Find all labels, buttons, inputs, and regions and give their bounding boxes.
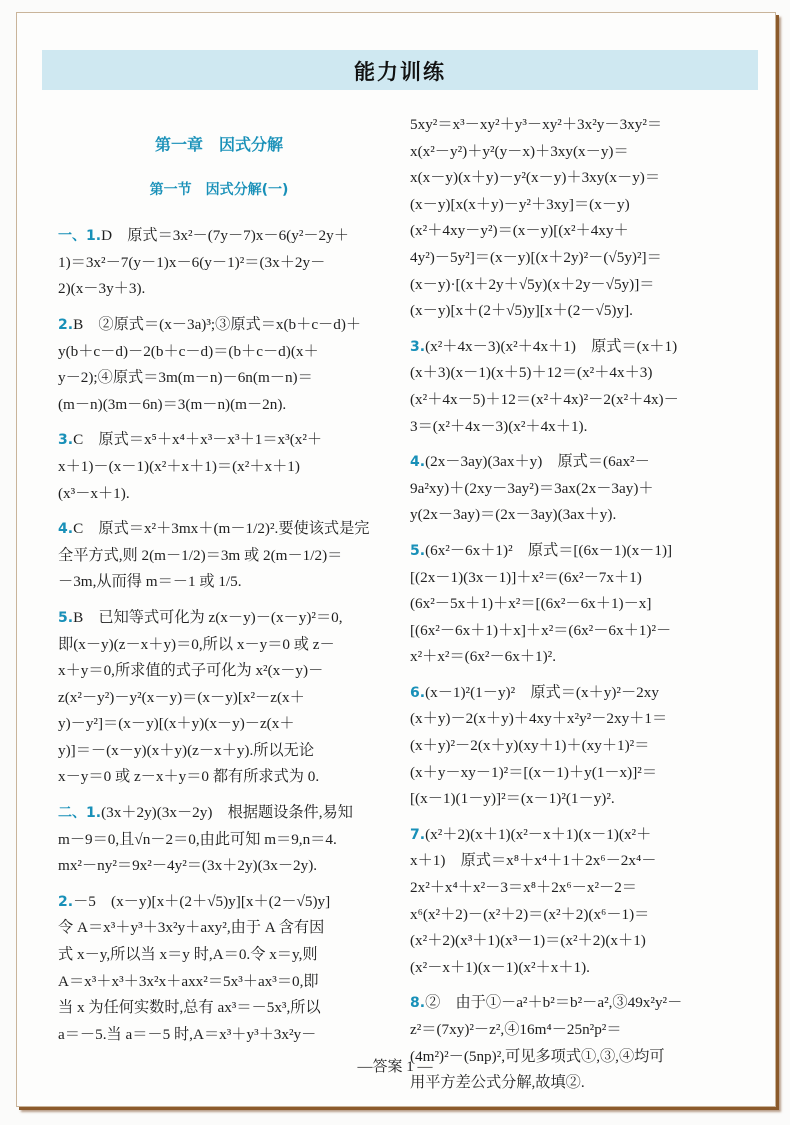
question-number: 3. — [410, 338, 426, 355]
answer-line — [58, 1022, 380, 1049]
answer-text: [(6x²－6x＋1)＋x]＋x²＝(6x²－6x＋1)²－ — [410, 621, 672, 639]
answer-line — [58, 312, 380, 339]
answer-text: z²＝(7xy)²－z²,④16m⁴－25n²p²＝ — [410, 1021, 622, 1038]
answer-text: [(x－1)(1－y)]²＝(x－1)²(1－y)². — [410, 790, 615, 808]
answer-line — [410, 990, 732, 1017]
answer-line — [58, 392, 380, 419]
answer-text: C 原式＝x²＋3mx＋(m－1/2)².要使该式是完 — [73, 520, 370, 538]
answer-line — [410, 760, 732, 787]
answer-item — [58, 223, 380, 303]
answer-text: z(x²－y²)－y²(x－y)＝(x－y)[x²－z(x＋ — [58, 688, 305, 706]
answer-line — [410, 591, 732, 618]
answer-line — [410, 449, 732, 476]
answer-text: (x＋3)(x－1)(x＋5)＋12＝(x²＋4x＋3) — [410, 364, 653, 382]
answer-line — [410, 786, 732, 813]
answer-text: 用平方差公式分解,故填②. — [410, 1074, 585, 1092]
answer-text: y(b＋c－d)－2(b＋c－d)＝(b＋c－d)(x＋ — [58, 342, 319, 360]
question-number: 8. — [410, 995, 426, 1012]
answer-line — [58, 915, 380, 942]
answer-line — [410, 955, 732, 982]
answer-line — [410, 538, 732, 565]
answer-line — [58, 276, 380, 303]
answer-item — [410, 680, 732, 813]
answer-text: x＋1) 原式＝x⁸＋x⁴＋1＋2x⁶－2x⁴－ — [410, 852, 657, 870]
chapter-heading: 第一章 因式分解 — [154, 135, 283, 154]
answer-text: 即(x－y)(z－x＋y)＝0,所以 x－y＝0 或 z－ — [58, 635, 335, 653]
answer-text: (x²＋4xy－y²)＝(x－y)[(x²＋4xy＋ — [410, 222, 629, 240]
answer-text: (x＋y－xy－1)²＝[(x－1)＋y(1－x)]²＝ — [410, 763, 658, 781]
answer-text: (m－n)(3m－6n)＝3(m－n)(m－2n). — [58, 395, 287, 413]
answer-line — [58, 764, 380, 791]
answer-line — [410, 618, 732, 645]
answer-text: (x＋y)－2(x＋y)＋4xy＋x²y²－2xy＋1＝ — [410, 710, 668, 728]
answer-text: B 已知等式可化为 z(x－y)－(x－y)²＝0, — [73, 608, 343, 626]
answer-text: 4y²)－5y²]＝(x－y)[(x＋2y)²－(√5y)²]＝ — [410, 248, 662, 266]
question-number: 6. — [410, 684, 426, 701]
answer-item — [410, 990, 732, 1096]
answer-text: a＝－5.当 a＝－5 时,A＝x³＋y³＋3x²y－ — [58, 1025, 317, 1043]
answer-text: x＋y＝0,所求值的式子可化为 x²(x－y)－ — [58, 662, 324, 680]
answer-line — [410, 192, 732, 219]
answer-line — [410, 928, 732, 955]
question-number: 7. — [410, 826, 426, 843]
answer-line — [410, 875, 732, 902]
answer-text: x＋1)－(x－1)(x²＋x＋1)＝(x²＋x＋1) — [58, 457, 300, 475]
question-number: 2. — [58, 893, 74, 910]
answer-line — [58, 995, 380, 1022]
section-heading: 第一节 因式分解(一) — [149, 181, 289, 198]
question-number: 2. — [58, 316, 74, 333]
answer-text: y)]＝－(x－y)(x＋y)(z－x＋y).所以无论 — [58, 741, 315, 759]
answer-line — [410, 644, 732, 671]
answer-line — [58, 223, 380, 250]
answer-item — [58, 427, 380, 507]
answer-text: －5 (x－y)[x＋(2＋√5)y][x＋(2－√5)y] — [73, 892, 331, 910]
answer-item — [410, 112, 732, 325]
answer-text: (x＋y)²－2(x＋y)(xy＋1)＋(xy＋1)²＝ — [410, 737, 650, 755]
answer-line — [410, 476, 732, 503]
answer-text: m－9＝0,且√n－2＝0,由此可知 m＝9,n＝4. — [58, 830, 337, 848]
answer-item — [410, 538, 732, 671]
answer-line — [58, 685, 380, 712]
answer-line — [410, 565, 732, 592]
answer-line — [58, 853, 380, 880]
answer-text: D 原式＝3x²－(7y－7)x－6(y²－2y＋ — [101, 227, 349, 245]
answer-text: 当 x 为任何实数时,总有 ax³＝－5x³,所以 — [58, 999, 321, 1017]
answer-text: x²＋x²＝(6x²－6x＋1)². — [410, 648, 557, 666]
answer-line — [410, 414, 732, 441]
answer-text: 2x²＋x⁴＋x²－3＝x⁸＋2x⁶－x²－2＝ — [410, 879, 637, 897]
answer-text: (x－y)[x＋(2＋√5)y][x＋(2－√5)y]. — [410, 302, 633, 320]
answer-item — [58, 800, 380, 880]
answer-text: (x³－x＋1). — [58, 484, 130, 502]
left-column — [58, 112, 380, 1057]
right-answer-list — [410, 112, 732, 1097]
answer-line — [58, 427, 380, 454]
answer-text: A＝x³＋x³＋3x²x＋axx²＝5x³＋ax³＝0,即 — [58, 972, 319, 990]
answer-text: (x²＋4x－5)＋12＝(x²＋4x)²－2(x²＋4x)－ — [410, 390, 679, 408]
answer-text: x(x－y)(x＋y)－y²(x－y)＋3xy(x－y)＝ — [410, 169, 661, 187]
answer-text: y－2);④原式＝3m(m－n)－6n(m－n)＝ — [58, 369, 313, 387]
answer-line — [58, 632, 380, 659]
answer-item — [58, 605, 380, 791]
answer-text: (3x＋2y)(3x－2y) 根据题设条件,易知 — [101, 804, 353, 822]
answer-text: (x－y)·[(x＋2y＋√5y)(x＋2y－√5y)]＝ — [410, 275, 655, 293]
answer-text: y)－y²]＝(x－y)[(x＋y)(x－y)－z(x＋ — [58, 715, 295, 733]
answer-line — [410, 387, 732, 414]
answer-text: mx²－ny²＝9x²－4y²＝(3x＋2y)(3x－2y). — [58, 857, 318, 875]
answer-text: (6x²－5x＋1)＋x²＝[(6x²－6x＋1)－x] — [410, 595, 652, 613]
answer-text: 9a²xy)＋(2xy－3ay²)＝3ax(2x－3ay)＋ — [410, 479, 654, 497]
answer-text: 2)(x－3y＋3). — [58, 280, 146, 298]
answer-line — [410, 1017, 732, 1044]
question-number: 一、1. — [58, 228, 102, 245]
answer-text: ② 由于①－a²＋b²＝b²－a²,③49x²y²－ — [425, 994, 683, 1012]
answer-line — [58, 738, 380, 765]
answer-line — [58, 516, 380, 543]
answer-text: 式 x－y,所以当 x＝y 时,A＝0.令 x＝y,则 — [58, 946, 318, 964]
answer-line — [410, 822, 732, 849]
answer-item — [410, 822, 732, 982]
answer-text: 1)＝3x²－7(y－1)x－6(y－1)²＝(3x＋2y－ — [58, 253, 326, 271]
answer-line — [410, 218, 732, 245]
answer-text: (x²＋2)(x³＋1)(x³－1)＝(x²＋2)(x＋1) — [410, 932, 646, 950]
answer-text: －3m,从而得 m＝－1 或 1/5. — [58, 573, 242, 591]
answer-line — [58, 942, 380, 969]
answer-line — [410, 902, 732, 929]
answer-item — [58, 312, 380, 418]
answer-item — [410, 449, 732, 529]
answer-line — [410, 502, 732, 529]
banner-title: 能力训练 — [354, 60, 446, 84]
answer-text: 3＝(x²＋4x－3)(x²＋4x＋1). — [410, 417, 588, 435]
answer-item — [58, 516, 380, 596]
answer-line — [410, 245, 732, 272]
answer-line — [410, 272, 732, 299]
answer-text: (x²－x＋1)(x－1)(x²＋x＋1). — [410, 958, 590, 976]
answer-text: x⁶(x²＋2)－(x²＋2)＝(x²＋2)(x⁶－1)＝ — [410, 905, 650, 923]
left-answer-list — [58, 223, 380, 1048]
answer-line — [58, 800, 380, 827]
answer-text: (2x－3ay)(3ax＋y) 原式＝(6ax²－ — [425, 453, 650, 471]
answer-text: (x－1)²(1－y)² 原式＝(x＋y)²－2xy — [425, 683, 659, 701]
answer-text: 5xy²＝x³－xy²＋y³－xy²＋3x²y－3xy²＝ — [410, 116, 663, 133]
answer-line — [410, 360, 732, 387]
answer-item — [58, 889, 380, 1049]
answer-text: (6x²－6x＋1)² 原式＝[(6x－1)(x－1)] — [425, 541, 673, 559]
answer-text: C 原式＝x⁵＋x⁴＋x³－x³＋1＝x³(x²＋ — [73, 431, 323, 449]
answer-text: (x－y)[x(x＋y)－y²＋3xy]＝(x－y) — [410, 195, 630, 213]
answer-line — [58, 605, 380, 632]
answer-text: x(x²－y²)＋y²(y－x)＋3xy(x－y)＝ — [410, 142, 629, 160]
right-column — [410, 112, 732, 1106]
question-number: 3. — [58, 432, 74, 449]
answer-line — [410, 298, 732, 325]
answer-line — [410, 733, 732, 760]
answer-text: (4m²)²－(5np)²,可见多项式①,③,④均可 — [410, 1047, 665, 1065]
question-number: 4. — [58, 521, 74, 538]
page-footer: —答案 1 — — [357, 1059, 433, 1075]
answer-text: B ②原式＝(x－3a)³;③原式＝x(b＋c－d)＋ — [73, 315, 362, 333]
answer-text: [(2x－1)(3x－1)]＋x²＝(6x²－7x＋1) — [410, 568, 642, 586]
answer-line — [58, 454, 380, 481]
answer-line — [58, 365, 380, 392]
question-number: 5. — [58, 609, 74, 626]
answer-line — [410, 848, 732, 875]
answer-item — [410, 334, 732, 440]
answer-text: (x²＋2)(x＋1)(x²－x＋1)(x－1)(x²＋ — [425, 825, 652, 843]
answer-line — [58, 658, 380, 685]
answer-line — [410, 706, 732, 733]
header-banner — [42, 50, 758, 90]
answer-text: (x²＋4x－3)(x²＋4x＋1) 原式＝(x＋1) — [425, 337, 678, 355]
answer-line — [410, 334, 732, 361]
answer-line — [58, 569, 380, 596]
answer-line — [58, 250, 380, 277]
answer-text: y(2x－3ay)＝(2x－3ay)(3ax＋y). — [410, 506, 617, 524]
question-number: 二、1. — [58, 805, 102, 822]
answer-line — [58, 711, 380, 738]
question-number: 4. — [410, 454, 426, 471]
answer-line — [410, 139, 732, 166]
answer-text: 令 A＝x³＋y³＋3x²y＋axy²,由于 A 含有因 — [58, 919, 325, 937]
question-number: 5. — [410, 542, 426, 559]
answer-line — [410, 165, 732, 192]
answer-text: x－y＝0 或 z－x＋y＝0 都有所求式为 0. — [58, 768, 320, 786]
answer-line — [58, 827, 380, 854]
answer-line — [410, 112, 732, 139]
answer-line — [410, 680, 732, 707]
answer-line — [58, 889, 380, 916]
answer-line — [58, 969, 380, 996]
answer-text: 全平方式,则 2(m－1/2)＝3m 或 2(m－1/2)＝ — [58, 546, 343, 564]
answer-line — [58, 339, 380, 366]
answer-line — [58, 481, 380, 508]
answer-line — [58, 543, 380, 570]
